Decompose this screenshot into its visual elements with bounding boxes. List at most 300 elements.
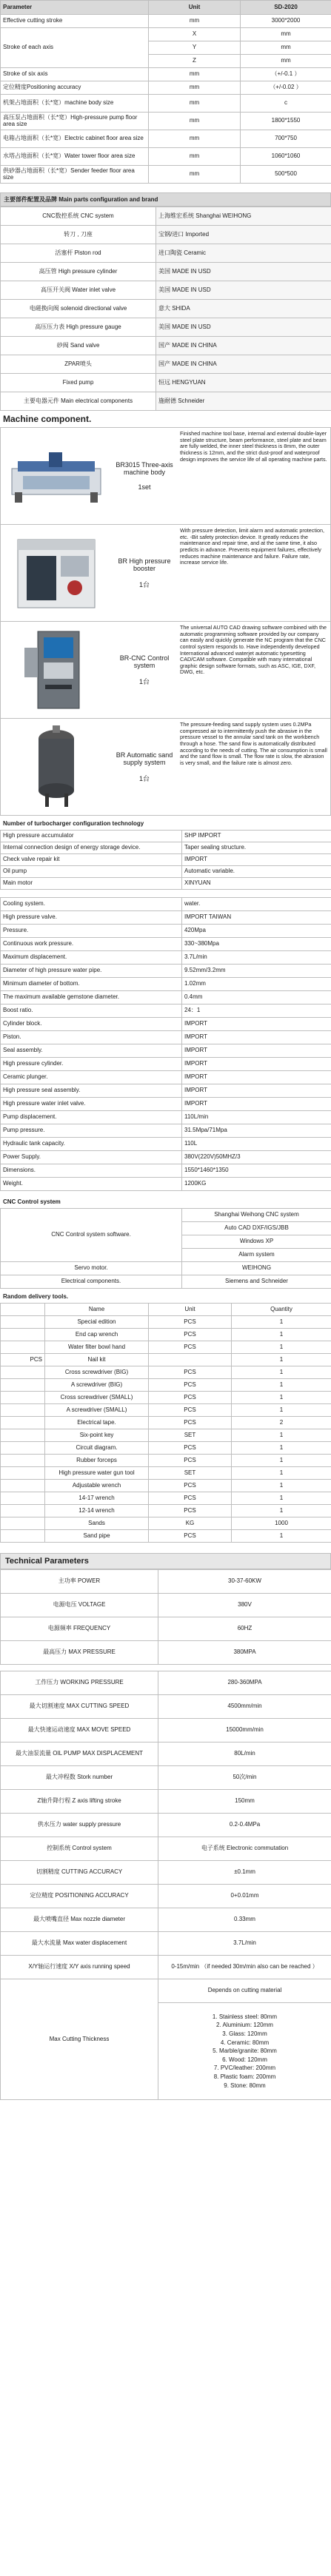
- parts-brand: 美国 MADE IN USD: [156, 263, 331, 281]
- pump-spec-value: IMPORT TAIWAN: [182, 911, 331, 925]
- turbo-item: Check valve repair kit: [1, 854, 182, 866]
- tool-name: End cap wrench: [45, 1329, 149, 1341]
- tech-param-name: 最大喷嘴直径 Max nozzle diameter: [1, 1908, 158, 1932]
- thickness-note-row: [1, 1979, 331, 2003]
- tech-param-name: 最大冲程数 Stork number: [1, 1766, 158, 1790]
- parts-row: [1, 226, 331, 244]
- pump-spec-item: Seal assembly.: [1, 1044, 182, 1058]
- tech-param-row: [1, 1837, 331, 1861]
- tech-param-name: 电源频率 FREQUENCY: [1, 1617, 158, 1641]
- tool-unit: PCS: [149, 1366, 232, 1379]
- spec-value: （+/-0.02 ）: [241, 81, 331, 95]
- parts-row: [1, 392, 331, 411]
- parts-brand: 恒远 HENGYUAN: [156, 374, 331, 392]
- spec-row: [1, 81, 331, 95]
- cnc-row: [1, 1275, 331, 1289]
- tool-unit: PCS: [149, 1492, 232, 1505]
- turbo-row: [1, 854, 331, 866]
- tools-row: [1, 1517, 331, 1530]
- parts-name: CNC数控系统 CNC system: [1, 207, 156, 226]
- pump-spec-value: IMPORT: [182, 1058, 331, 1071]
- turbo-table: [0, 830, 331, 890]
- tool-qty: 1: [232, 1404, 331, 1417]
- tools-row: [1, 1329, 331, 1341]
- parts-row: [1, 374, 331, 392]
- tech-param-row: [1, 1908, 331, 1932]
- tool-name: Sand pipe: [45, 1530, 149, 1543]
- tools-row: [1, 1467, 331, 1480]
- tool-name: Cross screwdriver (BIG): [45, 1366, 149, 1379]
- tech-param-name: 主功率 POWER: [1, 1570, 158, 1594]
- parts-name: ZPAR喷头: [1, 355, 156, 374]
- tech-param-name: Z轴升降行程 Z axis lifting stroke: [1, 1790, 158, 1814]
- spec-unit: mm: [149, 15, 241, 28]
- thickness-value-line: 7. PVC/leather: 200mm: [213, 2065, 276, 2072]
- tool-name: 12-14 wrench: [45, 1505, 149, 1517]
- spec-header-model: SD-2020: [241, 1, 331, 15]
- tools-blank: PCS: [1, 1354, 45, 1366]
- tools-row: [1, 1379, 331, 1392]
- spec-param: Stroke of six axis: [1, 68, 149, 81]
- pump-spec-item: The maximum available gemstone diameter.: [1, 991, 182, 1004]
- tools-row: [1, 1429, 331, 1442]
- machine-component-name-cell: [112, 428, 177, 524]
- tools-row: [1, 1417, 331, 1429]
- pump-spec-value: 420Mpa: [182, 925, 331, 938]
- thickness-value-line: 5. Marble/granite: 80mm: [213, 2047, 277, 2055]
- machine-component-name: BR-CNC Control system: [119, 654, 170, 669]
- tools-row: [1, 1316, 331, 1329]
- tool-qty: 1: [232, 1505, 331, 1517]
- tool-qty: 1: [232, 1467, 331, 1480]
- tech-param-row: [1, 1885, 331, 1908]
- tools-blank: [1, 1530, 45, 1543]
- spec-axis-label: Z: [149, 55, 241, 68]
- machine-component-desc: With pressure detection, limit alarm and automatic protection, etc. -Bit safety protection device. It greatly reduces the maintenance and repair time, and at the same time, it also predicts in advance. Prevents equipment failures, effectively reduces machine maintenance and failure. Failure rate, increase service life.: [180, 527, 324, 566]
- tool-qty: 1: [232, 1366, 331, 1379]
- tools-row: [1, 1442, 331, 1455]
- pump-spec-value: 24：1: [182, 1004, 331, 1018]
- machine-component-list: [0, 427, 331, 816]
- parts-row: [1, 300, 331, 318]
- tool-qty: 1: [232, 1316, 331, 1329]
- tech-param-name: 最大切割速度 MAX CUTTING SPEED: [1, 1695, 158, 1719]
- pump-spec-item: High pressure valve.: [1, 911, 182, 925]
- cnc-value: Windows XP: [182, 1235, 331, 1249]
- pump-spec-row: [1, 965, 331, 978]
- parts-row: [1, 263, 331, 281]
- spec-axis-label: X: [149, 28, 241, 41]
- tech-param-row: [1, 1861, 331, 1885]
- tech-param-name: 供水压力 water supply pressure: [1, 1814, 158, 1837]
- tech-param-value: 60HZ: [158, 1617, 331, 1641]
- tools-header-unit: Unit: [149, 1304, 232, 1316]
- turbo-title: Number of turbocharger configuration technology: [3, 820, 144, 827]
- tech-param-row: [1, 1932, 331, 1956]
- tools-blank: [1, 1517, 45, 1530]
- pump-spec-value: IMPORT: [182, 1018, 331, 1031]
- tool-name: Circuit diagram.: [45, 1442, 149, 1455]
- spec-param: 机架占地面积（长*宽）machine body size: [1, 95, 149, 113]
- cnc-table: [0, 1208, 331, 1289]
- parts-table: [0, 207, 331, 411]
- tech-param-value: 30-37-60KW: [158, 1570, 331, 1594]
- spec-param: 电箱占地面积（长*宽）Electric cabinet floor area size: [1, 130, 149, 148]
- tool-unit: PCS: [149, 1316, 232, 1329]
- pump-spec-item: Pump pressure.: [1, 1124, 182, 1138]
- pump-spec-item: High pressure seal assembly.: [1, 1084, 182, 1098]
- tool-unit: SET: [149, 1467, 232, 1480]
- spec-value: c: [241, 95, 331, 113]
- tools-blank: [1, 1417, 45, 1429]
- pump-spec-row: [1, 1018, 331, 1031]
- tool-unit: PCS: [149, 1480, 232, 1492]
- pump-spec-item: High pressure cylinder.: [1, 1058, 182, 1071]
- machine-component-desc: The pressure-feeding sand supply system uses 0.2MPa compressed air to intermittently push the abrasive in the pressure vessel to the annular sand tank on the workbench through a hose. The sand flow is automatically distributed according to the needs of cutting. The air consumption is small and the sand flow is small. The flow rate is slow, the abrasion is very small, and the failure rate is almost zero.: [180, 721, 327, 766]
- tools-row: [1, 1455, 331, 1467]
- tech-param-row: [1, 1641, 331, 1665]
- tech-param-value: 380V: [158, 1594, 331, 1617]
- turbo-item: Internal connection design of energy storage device.: [1, 842, 182, 854]
- pump-spec-value: 1550*1460*1350: [182, 1164, 331, 1178]
- pump-spec-item: Maximum displacement.: [1, 951, 182, 965]
- tool-unit: KG: [149, 1517, 232, 1530]
- parts-row: [1, 355, 331, 374]
- tool-name: High pressure water gun tool: [45, 1467, 149, 1480]
- thickness-value-line: 8. Plastic foam: 200mm: [213, 2073, 276, 2080]
- spec-value: 3000*2000: [241, 15, 331, 28]
- tools-blank: [1, 1442, 45, 1455]
- pump-spec-value: water.: [182, 898, 331, 911]
- machine-component-qty: 1台: [138, 774, 150, 782]
- cnc-row: [1, 1209, 331, 1222]
- spec-header-row: [1, 1, 331, 15]
- tech-param-row: [1, 1743, 331, 1766]
- spec-table: [0, 0, 331, 184]
- parts-row: [1, 337, 331, 355]
- spec-row: [1, 148, 331, 166]
- thickness-label: Max Cutting Thickness: [1, 1979, 158, 2100]
- tech-param-value: 0.2-0.4MPa: [158, 1814, 331, 1837]
- tool-qty: 1: [232, 1354, 331, 1366]
- pump-spec-item: Dimensions.: [1, 1164, 182, 1178]
- tools-row: [1, 1354, 331, 1366]
- pump-spec-row: [1, 991, 331, 1004]
- tool-qty: 1: [232, 1429, 331, 1442]
- thickness-value-line: 6. Wood: 120mm: [222, 2056, 267, 2063]
- spec-value: 700*750: [241, 130, 331, 148]
- tools-blank: [1, 1480, 45, 1492]
- spec-unit: mm: [241, 55, 331, 68]
- pump-spec-item: Boost ratio.: [1, 1004, 182, 1018]
- machine-component-image: [1, 719, 112, 815]
- pump-spec-item: Power Supply.: [1, 1151, 182, 1164]
- pump-spec-row: [1, 978, 331, 991]
- parts-brand: 美国 MADE IN USD: [156, 281, 331, 300]
- thickness-values: [158, 2003, 331, 2100]
- spec-param: Effective cutting stroke: [1, 15, 149, 28]
- turbo-row: [1, 878, 331, 890]
- turbo-row: [1, 831, 331, 842]
- tool-unit: PCS: [149, 1341, 232, 1354]
- tool-unit: PCS: [149, 1442, 232, 1455]
- parts-brand: 进口陶瓷 Ceramic: [156, 244, 331, 263]
- tech-param-row: [1, 1695, 331, 1719]
- tools-blank: [1, 1455, 45, 1467]
- tech-param-value: 0.33mm: [158, 1908, 331, 1932]
- tools-blank: [1, 1404, 45, 1417]
- pump-spec-value: IMPORT: [182, 1098, 331, 1111]
- cnc-row: [1, 1262, 331, 1275]
- tech-param-value: 3.7L/min: [158, 1932, 331, 1956]
- pump-spec-row: [1, 1058, 331, 1071]
- tool-qty: 2: [232, 1417, 331, 1429]
- pump-spec-value: 1200KG: [182, 1178, 331, 1191]
- pump-spec-row: [1, 1111, 331, 1124]
- tech-params-title: Technical Parameters: [0, 1553, 331, 1569]
- machine-body-image: [4, 446, 108, 506]
- tech-param-value: 4500mm/min: [158, 1695, 331, 1719]
- thickness-value-line: 4. Ceramic: 80mm: [220, 2039, 270, 2046]
- spec-value: 1060*1060: [241, 148, 331, 166]
- tech-param-row: [1, 1671, 331, 1695]
- thickness-value-line: 9. Stone: 80mm: [224, 2082, 266, 2089]
- tech-param-name: 工作压力 WORKING PRESSURE: [1, 1671, 158, 1695]
- machine-component-name: BR3015 Three-axis machine body: [116, 461, 173, 476]
- spec-unit: mm: [149, 81, 241, 95]
- tool-name: Water filter bowl hand: [45, 1341, 149, 1354]
- tool-name: Special edition: [45, 1316, 149, 1329]
- tool-qty: 1: [232, 1379, 331, 1392]
- tech-param-row: [1, 1570, 331, 1594]
- spec-param: 高压泵占地面积（长*宽）High-pressure pump floor area size: [1, 113, 149, 130]
- turbo-item: Oil pump: [1, 866, 182, 878]
- pump-spec-value: IMPORT: [182, 1071, 331, 1084]
- pump-spec-value: IMPORT: [182, 1031, 331, 1044]
- parts-brand: 意大 SHIDA: [156, 300, 331, 318]
- tools-blank: [1, 1492, 45, 1505]
- spec-row: [1, 113, 331, 130]
- pump-spec-row: [1, 1004, 331, 1018]
- parts-brand: 国产 MADE IN CHINA: [156, 355, 331, 374]
- machine-component-qty: 1台: [138, 580, 150, 588]
- pump-spec-value: 3.7L/min: [182, 951, 331, 965]
- tech-param-name: 控制系统 Control system: [1, 1837, 158, 1861]
- tools-header-qty: Quantity: [232, 1304, 331, 1316]
- machine-component-row: [1, 524, 330, 621]
- spec-unit: mm: [149, 130, 241, 148]
- pump-spec-row: [1, 1031, 331, 1044]
- pump-spec-item: Diameter of high pressure water pipe.: [1, 965, 182, 978]
- spec-param: 定位精度Positioning accuracy: [1, 81, 149, 95]
- pump-spec-row: [1, 1084, 331, 1098]
- tools-row: [1, 1366, 331, 1379]
- machine-component-image: [1, 525, 112, 621]
- pump-spec-row: [1, 938, 331, 951]
- sand-supply-image: [16, 722, 97, 811]
- tools-header-blank: [1, 1304, 45, 1316]
- pump-spec-row: [1, 1164, 331, 1178]
- parts-name: 转刀 , 刀座: [1, 226, 156, 244]
- tool-unit: PCS: [149, 1379, 232, 1392]
- parts-title: 主要部件配置及品牌 Main parts configuration and brand: [0, 192, 331, 207]
- tool-qty: 1: [232, 1530, 331, 1543]
- tools-header-name: Name: [45, 1304, 149, 1316]
- tool-name: Six-point key: [45, 1429, 149, 1442]
- parts-brand: 上海维宏系统 Shanghai WEIHONG: [156, 207, 331, 226]
- tech-param-name: 最大油泵流量 OIL PUMP MAX DISPLACEMENT: [1, 1743, 158, 1766]
- pump-spec-item: Minimum diameter of bottom.: [1, 978, 182, 991]
- parts-brand: 国产 MADE IN CHINA: [156, 337, 331, 355]
- tools-row: [1, 1505, 331, 1517]
- turbo-item: High pressure accumulator: [1, 831, 182, 842]
- tech-param-value: 280-360MPA: [158, 1671, 331, 1695]
- tool-name: A screwdriver (BIG): [45, 1379, 149, 1392]
- tool-qty: 1: [232, 1480, 331, 1492]
- cnc-item-value: Siemens and Schneider: [182, 1275, 331, 1289]
- parts-brand: 施耐德 Schneider: [156, 392, 331, 411]
- spec-param: 供砂器占地面积（长*宽）Sender feeder floor area size: [1, 166, 149, 184]
- parts-name: Fixed pump: [1, 374, 156, 392]
- tool-name: A screwdriver (SMALL): [45, 1404, 149, 1417]
- spec-row: [1, 166, 331, 184]
- turbo-item: Main motor: [1, 878, 182, 890]
- spec-axis-label: Y: [149, 41, 241, 55]
- spec-row: [1, 68, 331, 81]
- parts-name: 高压压力表 High pressure gauge: [1, 318, 156, 337]
- tool-name: Adjustable wrench: [45, 1480, 149, 1492]
- tools-header-row: [1, 1304, 331, 1316]
- tech-param-row: [1, 1594, 331, 1617]
- turbo-value: Taper sealing structure.: [182, 842, 331, 854]
- pump-spec-item: Ceramic plunger.: [1, 1071, 182, 1084]
- pump-spec-item: Continuous work pressure.: [1, 938, 182, 951]
- tech-params-table: [0, 1569, 331, 1665]
- turbo-value: XINYUAN: [182, 878, 331, 890]
- tools-row: [1, 1341, 331, 1354]
- pump-spec-row: [1, 951, 331, 965]
- tool-qty: 1: [232, 1455, 331, 1467]
- spec-unit: mm: [149, 95, 241, 113]
- pump-spec-item: Cooling system.: [1, 898, 182, 911]
- parts-brand: 宝钢/进口 Imported: [156, 226, 331, 244]
- tech-param-name: 定位精度 POSITIONING ACCURACY: [1, 1885, 158, 1908]
- tech-param-row: [1, 1719, 331, 1743]
- tool-name: Nail kit: [45, 1354, 149, 1366]
- machine-component-name-cell: [112, 525, 177, 621]
- pump-spec-item: Pump displacement.: [1, 1111, 182, 1124]
- turbo-row: [1, 866, 331, 878]
- pump-spec-value: IMPORT: [182, 1084, 331, 1098]
- pump-spec-item: Hydraulic tank capacity.: [1, 1138, 182, 1151]
- spec-value: 1800*1550: [241, 113, 331, 130]
- machine-component-row: [1, 621, 330, 718]
- tool-unit: SET: [149, 1429, 232, 1442]
- booster-image: [12, 532, 101, 614]
- cnc-value: Alarm system: [182, 1249, 331, 1262]
- tool-unit: PCS: [149, 1505, 232, 1517]
- tools-blank: [1, 1429, 45, 1442]
- pump-spec-item: Pressure.: [1, 925, 182, 938]
- pump-spec-value: 330~380Mpa: [182, 938, 331, 951]
- tech-param-name: 切割精度 CUTTING ACCURACY: [1, 1861, 158, 1885]
- tool-qty: 1: [232, 1341, 331, 1354]
- pump-spec-value: IMPORT: [182, 1044, 331, 1058]
- machine-component-qty: 1台: [138, 677, 150, 685]
- pump-spec-value: 31.5Mpa/71Mpa: [182, 1124, 331, 1138]
- thickness-value-line: 3. Glass: 120mm: [222, 2030, 267, 2038]
- parts-name: 高压管 High pressure cylinder: [1, 263, 156, 281]
- parts-name: 砂阀 Sand valve: [1, 337, 156, 355]
- turbo-value: IMPORT: [182, 854, 331, 866]
- tech-param-value: 150mm: [158, 1790, 331, 1814]
- tech-param-row: [1, 1956, 331, 1979]
- cnc-item: Servo motor.: [1, 1262, 182, 1275]
- tool-unit: PCS: [149, 1404, 232, 1417]
- tools-row: [1, 1492, 331, 1505]
- tools-table: [0, 1303, 331, 1543]
- pump-spec-value: 1.02mm: [182, 978, 331, 991]
- spacer: [0, 1665, 331, 1671]
- tool-qty: 1: [232, 1442, 331, 1455]
- parts-row: [1, 207, 331, 226]
- pump-spec-value: 0.4mm: [182, 991, 331, 1004]
- cnc-item-value: WEIHONG: [182, 1262, 331, 1275]
- parts-name: 高压开关阀 Water inlet valve: [1, 281, 156, 300]
- spec-header-parameter: Parameter: [1, 1, 149, 15]
- tool-qty: 1000: [232, 1517, 331, 1530]
- machine-component-name: BR Automatic sand supply system: [116, 751, 173, 766]
- tool-name: Sands: [45, 1517, 149, 1530]
- parts-row: [1, 244, 331, 263]
- cnc-cabinet-image: [16, 625, 97, 714]
- pump-spec-value: 380V(220V)50MHZ/3: [182, 1151, 331, 1164]
- tech-param-row: [1, 1790, 331, 1814]
- pump-spec-row: [1, 1071, 331, 1084]
- spec-row: [1, 130, 331, 148]
- pump-spec-row: [1, 1151, 331, 1164]
- tech-param-value: 0+0.01mm: [158, 1885, 331, 1908]
- pump-spec-row: [1, 1098, 331, 1111]
- machine-component-name: BR High pressure booster: [118, 557, 171, 572]
- machine-component-name-cell: [112, 622, 177, 718]
- machine-component-title: Machine component.: [3, 414, 92, 424]
- spec-unit: mm: [149, 166, 241, 184]
- spacer: [0, 1543, 331, 1553]
- spec-value: 500*500: [241, 166, 331, 184]
- tool-qty: 1: [232, 1392, 331, 1404]
- pump-spec-item: High pressure water inlet valve.: [1, 1098, 182, 1111]
- tools-title: Random delivery tools.: [3, 1293, 69, 1300]
- cnc-item: Electrical components.: [1, 1275, 182, 1289]
- tech-param-value: ±0.1mm: [158, 1861, 331, 1885]
- thickness-value-line: 1. Stainless steel: 80mm: [212, 2013, 278, 2020]
- tech-param-value: 15000mm/min: [158, 1719, 331, 1743]
- tool-qty: 1: [232, 1329, 331, 1341]
- pump-spec-value: 110L: [182, 1138, 331, 1151]
- cnc-value: Auto CAD DXF/IGS/JBB: [182, 1222, 331, 1235]
- tool-unit: PCS: [149, 1455, 232, 1467]
- tools-blank: [1, 1316, 45, 1329]
- thickness-value-line: 2. Aluminium: 120mm: [216, 2022, 273, 2029]
- tools-row: [1, 1480, 331, 1492]
- turbo-value: Automatic variable.: [182, 866, 331, 878]
- spec-value: （+/-0.1 ）: [241, 68, 331, 81]
- spec-row: [1, 28, 331, 41]
- tech-param-value: 0-15m/min （if needed 30m/min also can be reached ）: [158, 1956, 331, 1979]
- cnc-label: CNC Control system software.: [1, 1209, 182, 1262]
- tools-blank: [1, 1341, 45, 1354]
